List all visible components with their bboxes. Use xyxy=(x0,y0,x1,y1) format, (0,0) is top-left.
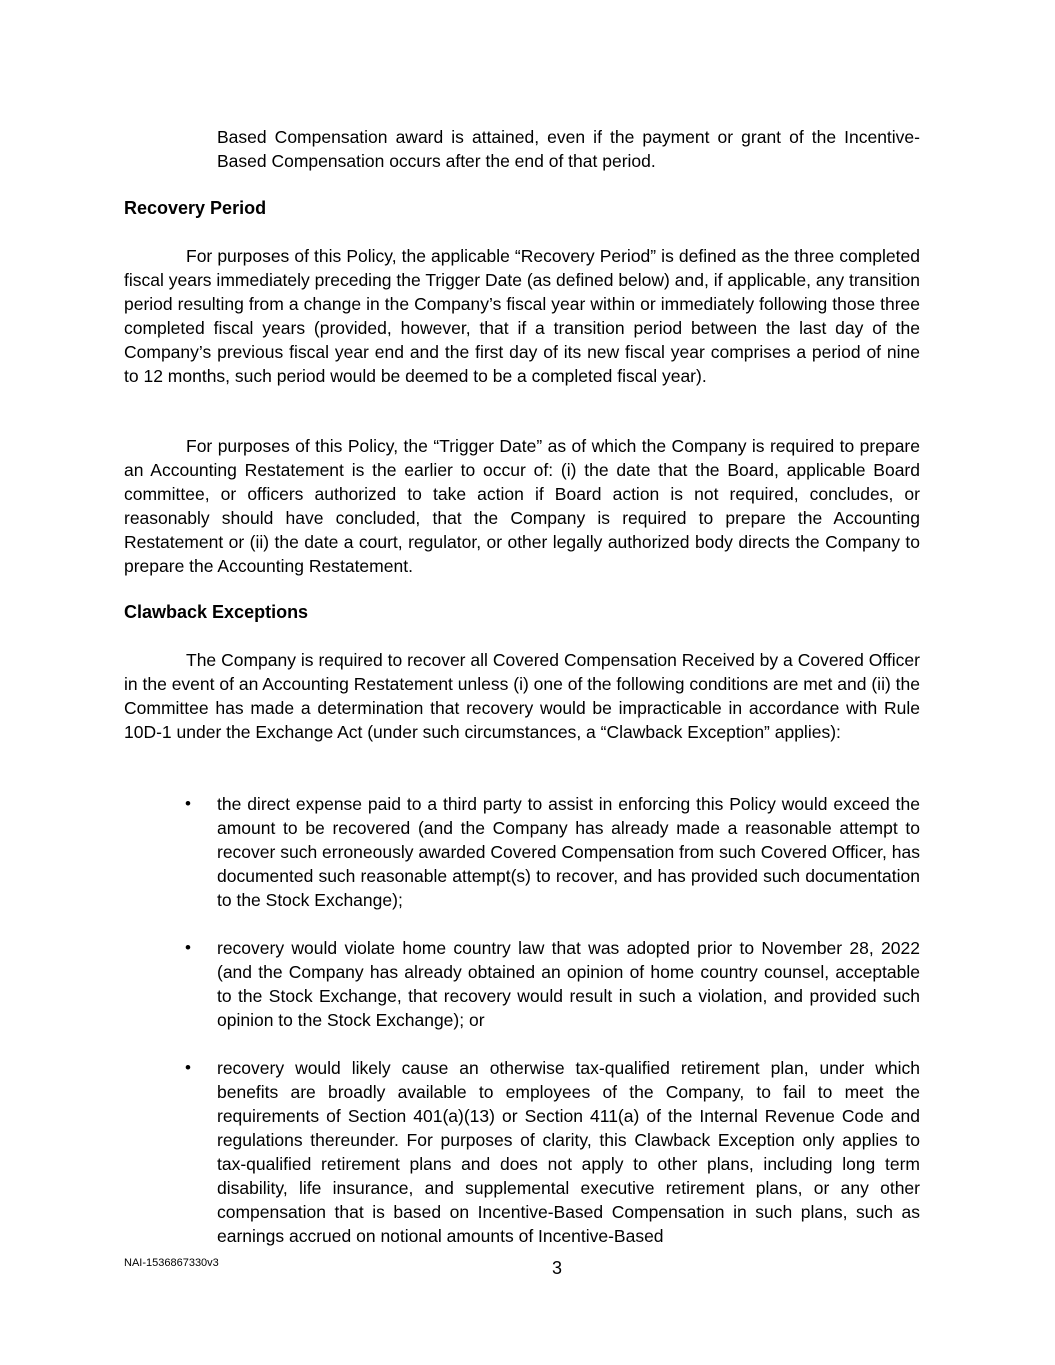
clawback-exceptions-paragraph: The Company is required to recover all Covered Compensation Received by a Covered Officer in the event of an Accounting Restatement unless (i) one of the following conditions are met and (ii) the Committee has made a determination that recovery would be impracticable in accordance with Rule 10D-1 under the Exchange Act (under such circumstances, a “Clawback Exception” applies): xyxy=(124,650,920,742)
bullet-icon: • xyxy=(185,794,191,813)
clawback-exceptions-heading: Clawback Exceptions xyxy=(124,602,309,622)
recovery-period-heading: Recovery Period xyxy=(124,198,267,218)
intro-paragraph: Based Compensation award is attained, even if the payment or grant of the Incentive-Based Compensation occurs after the end of that period. xyxy=(217,127,920,171)
list-item-text: the direct expense paid to a third party to assist in enforcing this Policy would exceed the amount to be recovered (and the Company has already made a reasonable attempt to recover such erroneously awarded Covered Compensation from such Covered Officer, has documented such reasonable attempt(s) to recover, and has provided such documentation to the Stock Exchange); xyxy=(217,794,920,910)
list-item xyxy=(124,792,920,912)
list-item-text: recovery would likely cause an otherwise tax-qualified retirement plan, under which benefits are broadly available to employees of the Company, to fail to meet the requirements of Section 401(a)(13) or Section 411(a) of the Internal Revenue Code and regulations thereunder. For purposes of clarity, this Clawback Exception only applies to tax-qualified retirement plans and does not apply to other plans, including long term disability, life insurance, and supplemental executive retirement plans, or any other compensation that is based on Incentive-Based Compensation in such plans, such as earnings accrued on notional amounts of Incentive-Based xyxy=(217,1058,920,1246)
bullet-icon: • xyxy=(185,938,191,957)
document-id: NAI-1536867330v3 xyxy=(124,1257,219,1269)
clawback-exception-list xyxy=(124,792,920,1272)
list-item-text: recovery would violate home country law that was adopted prior to November 28, 2022 (and the Company has already obtained an opinion of home country counsel, acceptable to the Stock Exchange, that recovery would result in such a violation, and provided such opinion to the Stock Exchange); or xyxy=(217,938,920,1030)
recovery-period-paragraph: For purposes of this Policy, the applicable “Recovery Period” is defined as the three completed fiscal years immediately preceding the Trigger Date (as defined below) and, if applicable, any transition period resulting from a change in the Company’s fiscal year within or immediately following those three completed fiscal years (provided, however, that if a transition period between the last day of the Company’s previous fiscal year end and the first day of its new fiscal year comprises a period of nine to 12 months, such period would be deemed to be a completed fiscal year). xyxy=(124,246,920,386)
list-item xyxy=(124,1056,920,1248)
list-item xyxy=(124,936,920,1032)
page-number: 3 xyxy=(552,1258,563,1278)
trigger-date-paragraph: For purposes of this Policy, the “Trigger Date” as of which the Company is required to prepare an Accounting Restatement is the earlier to occur of: (i) the date that the Board, applicable Board committee, or officers authorized to take action if Board action is not required, concludes, or reasonably should have concluded, that the Company is required to prepare the Accounting Restatement or (ii) the date a court, regulator, or other legally authorized body directs the Company to prepare the Accounting Restatement. xyxy=(124,436,920,576)
bullet-icon: • xyxy=(185,1058,191,1077)
